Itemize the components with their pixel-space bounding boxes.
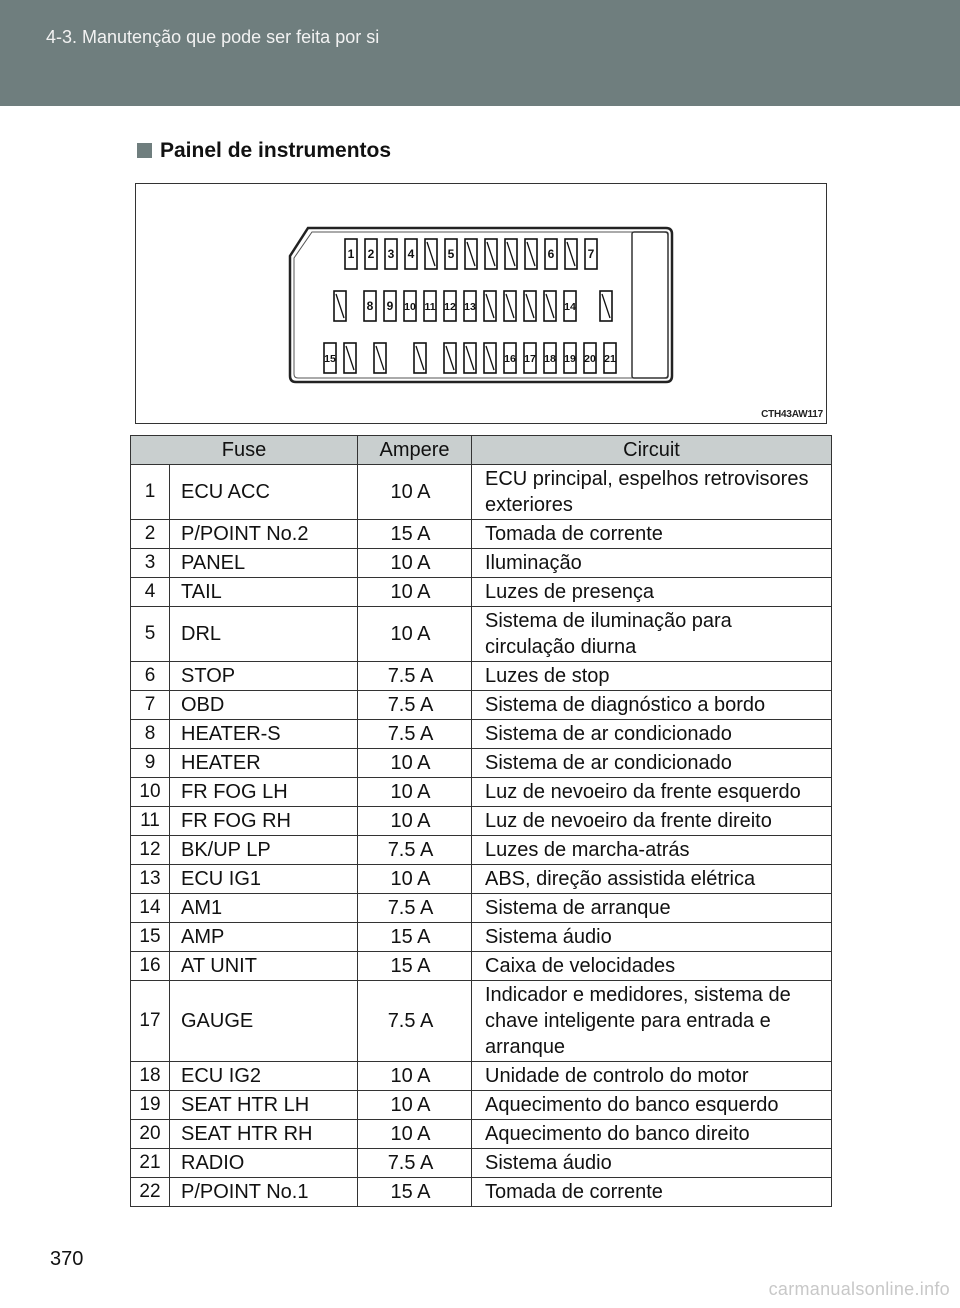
fuse-label: 8	[366, 299, 374, 313]
fuse-number: 12	[131, 836, 170, 865]
fuse-number: 6	[131, 662, 170, 691]
fuse-slot-empty	[504, 291, 516, 321]
fuse-circuit: Indicador e medidores, sistema de chave inteligente para entrada e arranque	[472, 981, 832, 1062]
fuse-ampere: 15 A	[358, 520, 472, 549]
fuse-label: 9	[386, 299, 394, 313]
fuse-label: 20	[584, 353, 596, 365]
fuse-number: 7	[131, 691, 170, 720]
fuse-slot-empty	[484, 291, 496, 321]
fuse-number: 15	[131, 923, 170, 952]
fuse-ampere: 15 A	[358, 1178, 472, 1207]
fuse-number: 5	[131, 607, 170, 662]
fuse-slot-empty	[334, 291, 346, 321]
table-row	[131, 1062, 832, 1091]
fuse-name: P/POINT No.2	[170, 520, 358, 549]
table-row	[131, 894, 832, 923]
fuse-ampere: 15 A	[358, 952, 472, 981]
fuse-slot-1	[345, 239, 357, 269]
fuse-label: 17	[524, 353, 536, 365]
fuse-circuit: Sistema de diagnóstico a bordo	[472, 691, 832, 720]
fuse-circuit: Iluminação	[472, 549, 832, 578]
table-row	[131, 520, 832, 549]
fuse-name: BK/UP LP	[170, 836, 358, 865]
section-square-icon	[137, 143, 152, 158]
fuse-label: 11	[424, 301, 436, 313]
fuse-name: AT UNIT	[170, 952, 358, 981]
fuse-number: 11	[131, 807, 170, 836]
fuse-name: SEAT HTR LH	[170, 1091, 358, 1120]
fuse-circuit: Sistema áudio	[472, 1149, 832, 1178]
fuse-ampere: 7.5 A	[358, 691, 472, 720]
fuse-number: 19	[131, 1091, 170, 1120]
section-heading	[137, 139, 391, 163]
fuse-name: RADIO	[170, 1149, 358, 1178]
fuse-label: 12	[444, 301, 456, 313]
fuse-name: ECU IG2	[170, 1062, 358, 1091]
fuse-number: 18	[131, 1062, 170, 1091]
table-row	[131, 807, 832, 836]
table-row	[131, 952, 832, 981]
fuse-name: OBD	[170, 691, 358, 720]
fuse-slot-13	[464, 291, 476, 321]
fuse-slot-8	[364, 291, 376, 321]
fuse-ampere: 7.5 A	[358, 662, 472, 691]
fuse-number: 9	[131, 749, 170, 778]
fuse-label: 15	[324, 353, 336, 365]
fuse-ampere: 15 A	[358, 923, 472, 952]
fuse-label: 7	[587, 247, 595, 261]
fuse-ampere: 10 A	[358, 465, 472, 520]
fuse-circuit: Luzes de stop	[472, 662, 832, 691]
fuse-number: 13	[131, 865, 170, 894]
fuse-slot-empty	[414, 343, 426, 373]
fuse-circuit: Luz de nevoeiro da frente esquerdo	[472, 778, 832, 807]
fuse-ampere: 10 A	[358, 1091, 472, 1120]
fuse-circuit: Sistema áudio	[472, 923, 832, 952]
fuse-number: 3	[131, 549, 170, 578]
fuse-name: DRL	[170, 607, 358, 662]
fuse-slot-empty	[524, 291, 536, 321]
fuse-slot-empty	[565, 239, 577, 269]
fuse-name: SEAT HTR RH	[170, 1120, 358, 1149]
fuse-circuit: Luz de nevoeiro da frente direito	[472, 807, 832, 836]
header-ampere: Ampere	[358, 436, 472, 465]
fuse-name: AM1	[170, 894, 358, 923]
fuse-circuit: Caixa de velocidades	[472, 952, 832, 981]
fuse-number: 17	[131, 981, 170, 1062]
fuse-number: 22	[131, 1178, 170, 1207]
fuse-ampere: 7.5 A	[358, 836, 472, 865]
fuse-name: P/POINT No.1	[170, 1178, 358, 1207]
page-number: 370	[50, 1248, 84, 1270]
fuse-slot-empty	[525, 239, 537, 269]
fuse-slot-4	[405, 239, 417, 269]
fuse-number: 14	[131, 894, 170, 923]
fuse-name: AMP	[170, 923, 358, 952]
table-row	[131, 691, 832, 720]
fuse-circuit: ABS, direção assistida elétrica	[472, 865, 832, 894]
section-title: Painel de instrumentos	[160, 139, 392, 162]
chapter-header	[0, 0, 960, 106]
fuse-slot-7	[585, 239, 597, 269]
fuse-name: GAUGE	[170, 981, 358, 1062]
table-row	[131, 981, 832, 1062]
fuse-label: 14	[564, 301, 576, 313]
fuse-circuit: Luzes de presença	[472, 578, 832, 607]
fuse-label: 19	[564, 353, 576, 365]
fuse-box-drawing	[136, 184, 826, 423]
fuse-slot-9	[384, 291, 396, 321]
watermark: carmanualsonline.info	[768, 1279, 950, 1299]
fuse-number: 10	[131, 778, 170, 807]
fuse-slot-2	[365, 239, 377, 269]
fuse-circuit: Sistema de ar condicionado	[472, 720, 832, 749]
fuse-slot-empty	[484, 343, 496, 373]
table-row	[131, 836, 832, 865]
fuse-number: 4	[131, 578, 170, 607]
fuse-circuit: Aquecimento do banco direito	[472, 1120, 832, 1149]
fuse-slot-18	[544, 343, 556, 373]
fuse-circuit: Sistema de arranque	[472, 894, 832, 923]
table-row	[131, 1149, 832, 1178]
fuse-circuit: Sistema de iluminação para circulação diurna	[472, 607, 832, 662]
fuse-ampere: 10 A	[358, 865, 472, 894]
fuse-label: 2	[367, 247, 375, 261]
fuse-ampere: 7.5 A	[358, 894, 472, 923]
fuse-label: 18	[544, 353, 556, 365]
fuse-ampere: 10 A	[358, 1062, 472, 1091]
fuse-number: 8	[131, 720, 170, 749]
table-row	[131, 465, 832, 520]
table-row	[131, 865, 832, 894]
fuse-circuit: Sistema de ar condicionado	[472, 749, 832, 778]
fuse-name: HEATER-S	[170, 720, 358, 749]
table-header-row	[131, 436, 832, 465]
fuse-slot-17	[524, 343, 536, 373]
fuse-slot-10	[404, 291, 416, 321]
fuse-name: HEATER	[170, 749, 358, 778]
table-row	[131, 923, 832, 952]
fuse-slot-empty	[425, 239, 437, 269]
fuse-ampere: 7.5 A	[358, 1149, 472, 1178]
fuse-slot-empty	[544, 291, 556, 321]
chapter-title: 4-3. Manutenção que pode ser feita por si	[46, 27, 380, 47]
fuse-ampere: 10 A	[358, 607, 472, 662]
fuse-slot-16	[504, 343, 516, 373]
fuse-slot-3	[385, 239, 397, 269]
fuse-label: 1	[347, 247, 355, 261]
table-row	[131, 749, 832, 778]
fuse-slot-empty	[464, 343, 476, 373]
fuse-name: PANEL	[170, 549, 358, 578]
fuse-name: ECU ACC	[170, 465, 358, 520]
fuse-circuit: Aquecimento do banco esquerdo	[472, 1091, 832, 1120]
diagram-code: CTH43AW117	[761, 409, 823, 420]
fuse-table	[130, 435, 832, 1207]
fuse-name: STOP	[170, 662, 358, 691]
fuse-ampere: 10 A	[358, 749, 472, 778]
fuse-name: ECU IG1	[170, 865, 358, 894]
fuse-slot-20	[584, 343, 596, 373]
fuse-label: 5	[447, 247, 455, 261]
fuse-slot-empty	[505, 239, 517, 269]
header-fuse: Fuse	[131, 436, 358, 465]
fuse-slot-21	[604, 343, 616, 373]
fuse-label: 4	[407, 247, 415, 261]
fuse-circuit: Tomada de corrente	[472, 1178, 832, 1207]
fuse-circuit: Unidade de controlo do motor	[472, 1062, 832, 1091]
fuse-slot-12	[444, 291, 456, 321]
fuse-label: 21	[604, 353, 616, 365]
fuse-box-diagram	[135, 183, 827, 424]
fuse-label: 16	[504, 353, 516, 365]
fuse-circuit: Tomada de corrente	[472, 520, 832, 549]
fuse-name: FR FOG LH	[170, 778, 358, 807]
table-row	[131, 720, 832, 749]
fuse-number: 20	[131, 1120, 170, 1149]
fuse-label: 10	[404, 301, 416, 313]
fuse-slot-empty	[465, 239, 477, 269]
fuse-name: TAIL	[170, 578, 358, 607]
fuse-slot-19	[564, 343, 576, 373]
fuse-number: 1	[131, 465, 170, 520]
fuse-ampere: 10 A	[358, 1120, 472, 1149]
fuse-ampere: 7.5 A	[358, 720, 472, 749]
fuse-name: FR FOG RH	[170, 807, 358, 836]
fuse-label: 6	[547, 247, 555, 261]
table-row	[131, 578, 832, 607]
fuse-label: 3	[387, 247, 395, 261]
fuse-number: 2	[131, 520, 170, 549]
fuse-slot-empty	[485, 239, 497, 269]
fuse-slot-empty	[374, 343, 386, 373]
fuse-ampere: 10 A	[358, 549, 472, 578]
fuse-slot-15	[324, 343, 336, 373]
table-row	[131, 778, 832, 807]
fuse-number: 21	[131, 1149, 170, 1178]
fuse-ampere: 10 A	[358, 578, 472, 607]
table-row	[131, 607, 832, 662]
fuse-slot-14	[564, 291, 576, 321]
fuse-slot-5	[445, 239, 457, 269]
fuse-slot-empty	[344, 343, 356, 373]
fuse-ampere: 7.5 A	[358, 981, 472, 1062]
fuse-slot-empty	[444, 343, 456, 373]
fuse-circuit: Luzes de marcha-atrás	[472, 836, 832, 865]
table-row	[131, 1178, 832, 1207]
fuse-slot-empty	[600, 291, 612, 321]
fuse-ampere: 10 A	[358, 778, 472, 807]
fuse-circuit: ECU principal, espelhos retrovisores exteriores	[472, 465, 832, 520]
table-row	[131, 1091, 832, 1120]
table-row	[131, 1120, 832, 1149]
table-row	[131, 549, 832, 578]
fuse-slot-11	[424, 291, 436, 321]
fuse-number: 16	[131, 952, 170, 981]
header-circuit: Circuit	[472, 436, 832, 465]
fuse-label: 13	[464, 301, 476, 313]
table-row	[131, 662, 832, 691]
fuse-slot-6	[545, 239, 557, 269]
fuse-ampere: 10 A	[358, 807, 472, 836]
